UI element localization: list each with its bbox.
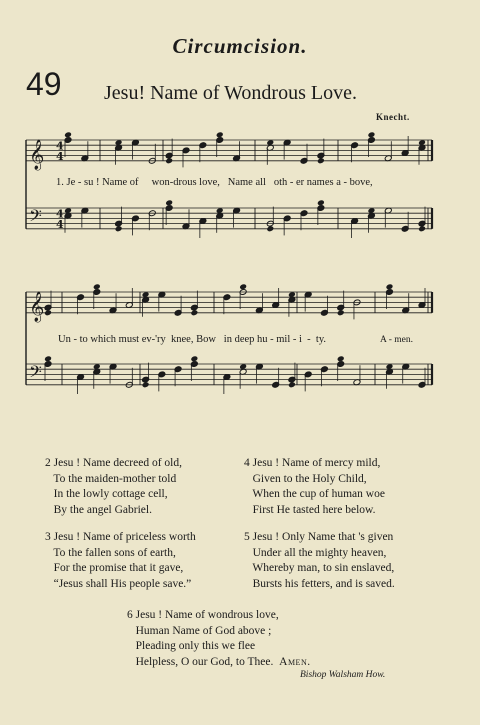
verse-line: Whereby man, to sin enslaved, <box>244 562 395 574</box>
note-head <box>44 355 52 362</box>
time-signature: 4 <box>56 149 64 163</box>
verse-line: To the maiden-mother told <box>45 472 177 485</box>
verse-line: Under all the mighty heaven, <box>244 546 387 559</box>
note-head <box>288 381 296 388</box>
author-credit: Bishop Walsham How. <box>300 670 386 680</box>
note-head <box>386 283 394 290</box>
section-title: Circumcision. <box>172 34 308 58</box>
verse-2 <box>45 456 182 518</box>
treble-clef: 𝄞 <box>29 291 45 322</box>
verse-line: Helpless, O our God, to Thee. Amen. <box>127 655 311 668</box>
time-signature: 4 <box>56 207 64 221</box>
verse-line: First He tasted here below. <box>244 503 376 516</box>
note-head <box>64 131 72 138</box>
note-head <box>317 199 325 206</box>
hymn-title: Jesu! Name of Wondrous Love. <box>104 82 357 104</box>
note-head <box>418 225 426 232</box>
verse-line: For the promise that it gave, <box>45 562 184 574</box>
verse-4 <box>244 456 385 518</box>
verse-line: “Jesus shall His people save.” <box>45 577 192 590</box>
verse-line: By the angel Gabriel. <box>45 503 152 516</box>
note-head <box>317 157 325 164</box>
note-head <box>93 283 101 290</box>
bass-clef: 𝄢 <box>29 205 42 230</box>
note-head <box>216 131 224 138</box>
note-head <box>165 199 173 206</box>
lyric-line-2: Un - to which must ev-'ry knee, Bow in deep hu - mil - i - ty. <box>58 334 327 345</box>
verse-line: In the lowly cottage cell, <box>45 488 168 500</box>
verse-line: 5 Jesu ! Only Name that 's given <box>244 531 394 543</box>
verse-amen: Amen. <box>279 655 311 668</box>
time-signature: 4 <box>56 217 64 231</box>
verse-line: Bursts his fetters, and is saved. <box>244 577 395 590</box>
note-head <box>266 225 274 232</box>
note-head <box>337 309 345 316</box>
note-head <box>142 381 150 388</box>
verse-line: Human Name of God above ; <box>127 624 272 637</box>
time-signature: 4 <box>56 139 64 153</box>
treble-clef: 𝄞 <box>29 139 45 170</box>
lyric-line-1: 1. Je - su ! Name of won-drous love, Name all oth - er names a - bove, <box>56 177 373 188</box>
verse-line: When the cup of human woe <box>244 488 385 500</box>
note-head <box>165 157 173 164</box>
verse-line: To the fallen sons of earth, <box>45 546 176 559</box>
note-head <box>115 225 123 232</box>
verse-line: 4 Jesu ! Name of mercy mild, <box>244 457 381 469</box>
verse-line: 3 Jesu ! Name of priceless worth <box>45 531 196 543</box>
note-head <box>368 131 376 138</box>
verse-line: 6 Jesu ! Name of wondrous love, <box>127 609 279 621</box>
note-head <box>190 309 198 316</box>
note-head <box>190 355 198 362</box>
lyric-amen: A - men. <box>380 335 413 345</box>
hymn-number: 49 <box>26 66 62 102</box>
bass-clef: 𝄢 <box>29 361 42 386</box>
note-head <box>44 309 52 316</box>
verse-3 <box>45 530 196 592</box>
note-head <box>337 355 345 362</box>
verse-6 <box>127 608 311 670</box>
tune-name: Knecht. <box>376 112 410 122</box>
verse-line: Pleading only this we flee <box>127 640 256 652</box>
verse-5 <box>244 530 395 592</box>
verse-line: Given to the Holy Child, <box>244 472 367 485</box>
note-head <box>239 283 247 290</box>
verse-line: 2 Jesu ! Name decreed of old, <box>45 457 182 469</box>
